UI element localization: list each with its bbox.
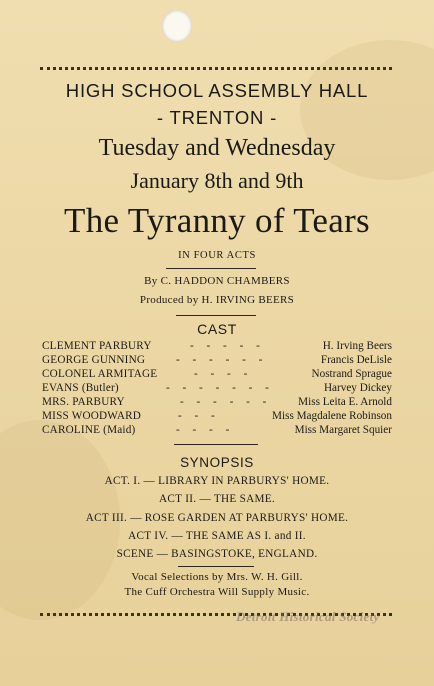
city-line: - TRENTON -	[156, 107, 278, 128]
cast-actor: Nostrand Sprague	[311, 368, 392, 380]
cast-leader: - - - -	[176, 424, 235, 436]
cast-row	[42, 424, 392, 437]
watermark: Detroit Historical Society	[236, 609, 380, 624]
cast-row	[42, 396, 392, 409]
cast-role: EVANS (Butler)	[42, 382, 119, 394]
cast-role: MRS. PARBURY	[42, 396, 125, 408]
cast-leader: - - - - -	[190, 340, 265, 352]
cast-row	[42, 410, 392, 423]
cast-role: COLONEL ARMITAGE	[42, 368, 158, 380]
synopsis-line: ACT II. — THE SAME.	[159, 493, 275, 505]
orchestra-credit: The Cuff Orchestra Will Supply Music.	[124, 586, 310, 598]
cast-row	[42, 368, 392, 381]
cast-actor: Harvey Dickey	[323, 382, 392, 394]
synopsis-line: ACT III. — ROSE GARDEN AT PARBURYS' HOME.	[85, 512, 349, 524]
synopsis-heading: SYNOPSIS	[180, 455, 254, 470]
cast-actor: Miss Margaret Squier	[294, 424, 392, 436]
producer-line: Produced by H. IRVING BEERS	[139, 294, 295, 306]
cast-heading: CAST	[197, 321, 237, 337]
venue-title: HIGH SCHOOL ASSEMBLY HALL	[65, 80, 369, 101]
cast-actor: H. Irving Beers	[322, 340, 392, 352]
cast-row	[42, 354, 392, 367]
dates-line: January 8th and 9th	[130, 168, 304, 193]
divider	[176, 315, 256, 316]
acts-note: IN FOUR ACTS	[178, 250, 256, 261]
author-line: By C. HADDON CHAMBERS	[144, 275, 290, 287]
cast-role: MISS WOODWARD	[42, 410, 142, 422]
cast-actor: Francis DeLisle	[320, 354, 392, 366]
synopsis-line: ACT. I. — LIBRARY IN PARBURYS' HOME.	[104, 475, 330, 487]
synopsis-line: SCENE — BASINGSTOKE, ENGLAND.	[116, 548, 318, 560]
cast-row	[42, 382, 392, 395]
cast-row	[42, 340, 392, 353]
divider	[178, 566, 254, 567]
cast-role: GEORGE GUNNING	[42, 354, 146, 366]
play-title: The Tyranny of Tears	[64, 201, 370, 240]
days-line: Tuesday and Wednesday	[98, 135, 336, 161]
cast-role: CAROLINE (Maid)	[42, 424, 136, 436]
punch-hole	[162, 10, 192, 42]
divider	[166, 268, 256, 269]
vocal-credit: Vocal Selections by Mrs. W. H. Gill.	[131, 571, 303, 583]
cast-leader: - - - - - - -	[166, 382, 274, 394]
cast-actor: Miss Leita E. Arnold	[298, 396, 392, 408]
top-ornamental-rule	[40, 67, 392, 70]
cast-leader: - - - - - -	[176, 354, 268, 366]
cast-actor: Miss Magdalene Robinson	[272, 410, 392, 422]
cast-leader: - - - -	[194, 368, 253, 380]
cast-leader: - - - - - -	[180, 396, 272, 408]
divider	[174, 444, 258, 445]
synopsis-line: ACT IV. — THE SAME AS I. and II.	[128, 530, 306, 542]
cast-leader: - - -	[178, 410, 220, 422]
cast-role: CLEMENT PARBURY	[42, 340, 152, 352]
